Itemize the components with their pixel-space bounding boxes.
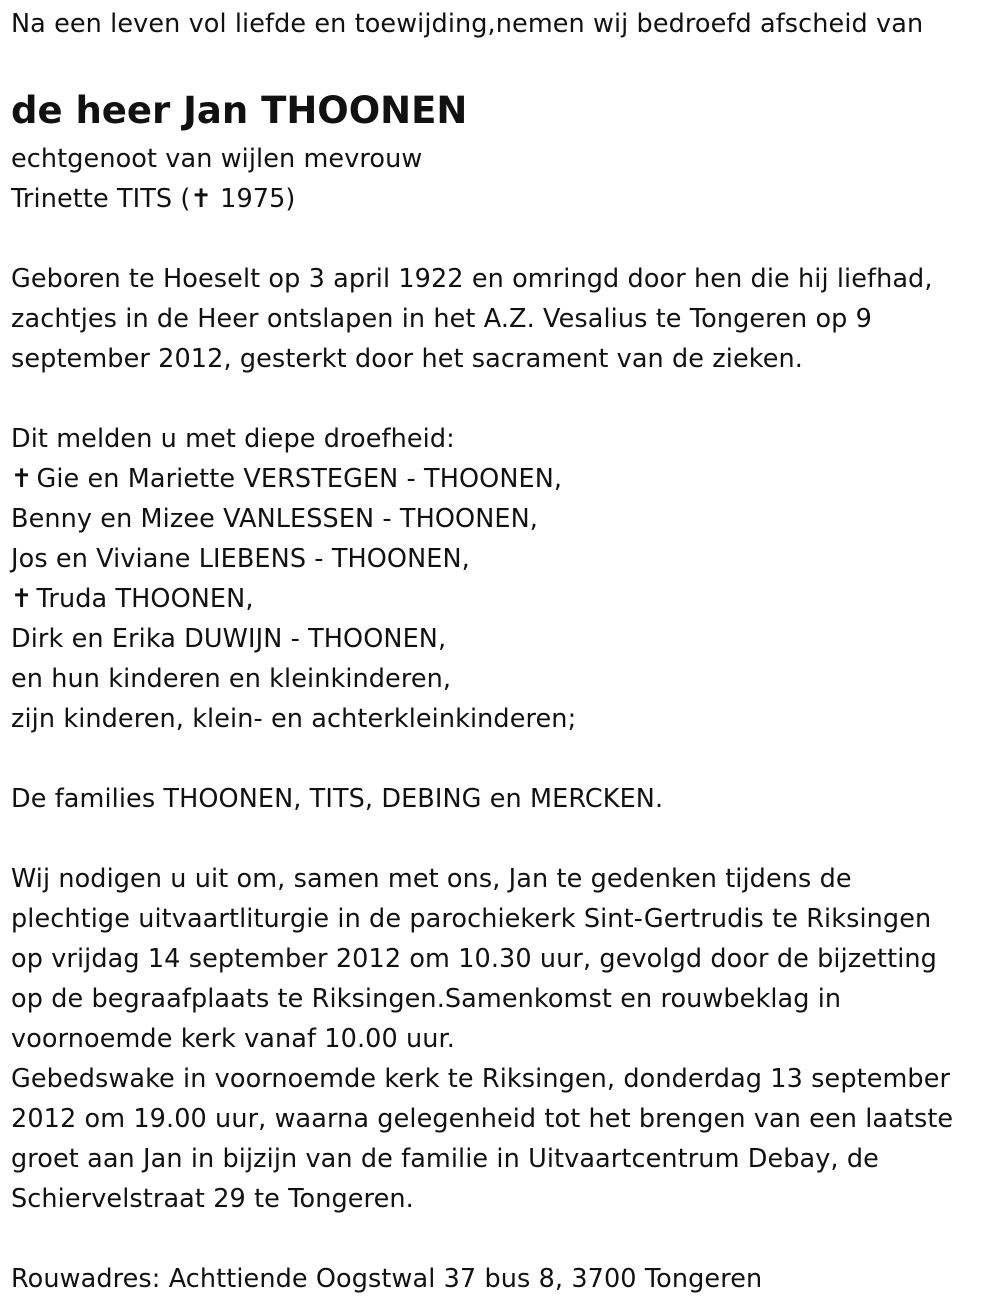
family-member <box>11 659 991 699</box>
family-heading: Dit melden u met diepe droefheid: <box>11 424 455 454</box>
family-member-name: zijn kinderen, klein- en achterkleinkinderen; <box>11 704 577 734</box>
family-member <box>11 699 991 739</box>
family-member-name: Gie en Mariette VERSTEGEN - THOONEN, <box>36 464 563 494</box>
wake-line: Gebedswake in voornoemde kerk te Riksingen, donderdag 13 september <box>11 1064 951 1094</box>
death-notice <box>11 0 991 1299</box>
family-member-name: Jos en Viviane LIEBENS - THOONEN, <box>11 544 470 574</box>
wake-paragraph <box>11 1059 991 1219</box>
mourning-address: Rouwadres: Achttiende Oogstwal 37 bus 8, 3700 Tongeren <box>11 1264 763 1294</box>
wake-line: 2012 om 19.00 uur, waarna gelegenheid tot het brengen van een laatste <box>11 1104 954 1134</box>
family-member <box>11 619 991 659</box>
birth-line: september 2012, gesterkt door het sacrament van de zieken. <box>11 344 803 374</box>
family-member <box>11 539 991 579</box>
funeral-paragraph <box>11 859 991 1059</box>
birth-line: Geboren te Hoeselt op 3 april 1922 en omringd door hen die hij liefhad, <box>11 264 933 294</box>
family-member-name: Dirk en Erika DUWIJN - THOONEN, <box>11 624 447 654</box>
spouse-line-1: echtgenoot van wijlen mevrouw <box>11 144 423 174</box>
funeral-line: Wij nodigen u uit om, samen met ons, Jan te gedenken tijdens de <box>11 864 852 894</box>
wake-line: groet aan Jan in bijzijn van de familie in Uitvaartcentrum Debay, de <box>11 1144 879 1174</box>
funeral-line: op de begraafplaats te Riksingen.Samenkomst en rouwbeklag in <box>11 984 842 1014</box>
family-member <box>11 459 991 499</box>
family-members <box>11 459 991 739</box>
family-member-name: en hun kinderen en kleinkinderen, <box>11 664 452 694</box>
family-member-name: Benny en Mizee VANLESSEN - THOONEN, <box>11 504 538 534</box>
intro-text: Na een leven vol liefde en toewijding,nemen wij bedroefd afscheid van <box>11 9 924 39</box>
cross-icon: ✝ <box>11 464 33 494</box>
spouse-line-2: Trinette TITS (✝ 1975) <box>11 184 296 214</box>
families-line: De families THOONEN, TITS, DEBING en MERCKEN. <box>11 784 664 814</box>
funeral-line: op vrijdag 14 september 2012 om 10.30 uur, gevolgd door de bijzetting <box>11 944 937 974</box>
family-member-name: Truda THOONEN, <box>36 584 254 614</box>
birth-paragraph <box>11 259 991 379</box>
family-list <box>11 419 991 739</box>
family-member <box>11 499 991 539</box>
cross-icon: ✝ <box>11 584 33 614</box>
deceased-name: de heer Jan THOONEN <box>11 89 468 132</box>
birth-line: zachtjes in de Heer ontslapen in het A.Z. Vesalius te Tongeren op 9 <box>11 304 872 334</box>
family-member <box>11 579 991 619</box>
funeral-line: voornoemde kerk vanaf 10.00 uur. <box>11 1024 455 1054</box>
funeral-line: plechtige uitvaartliturgie in de parochiekerk Sint-Gertrudis te Riksingen <box>11 904 932 934</box>
wake-line: Schiervelstraat 29 te Tongeren. <box>11 1184 414 1214</box>
